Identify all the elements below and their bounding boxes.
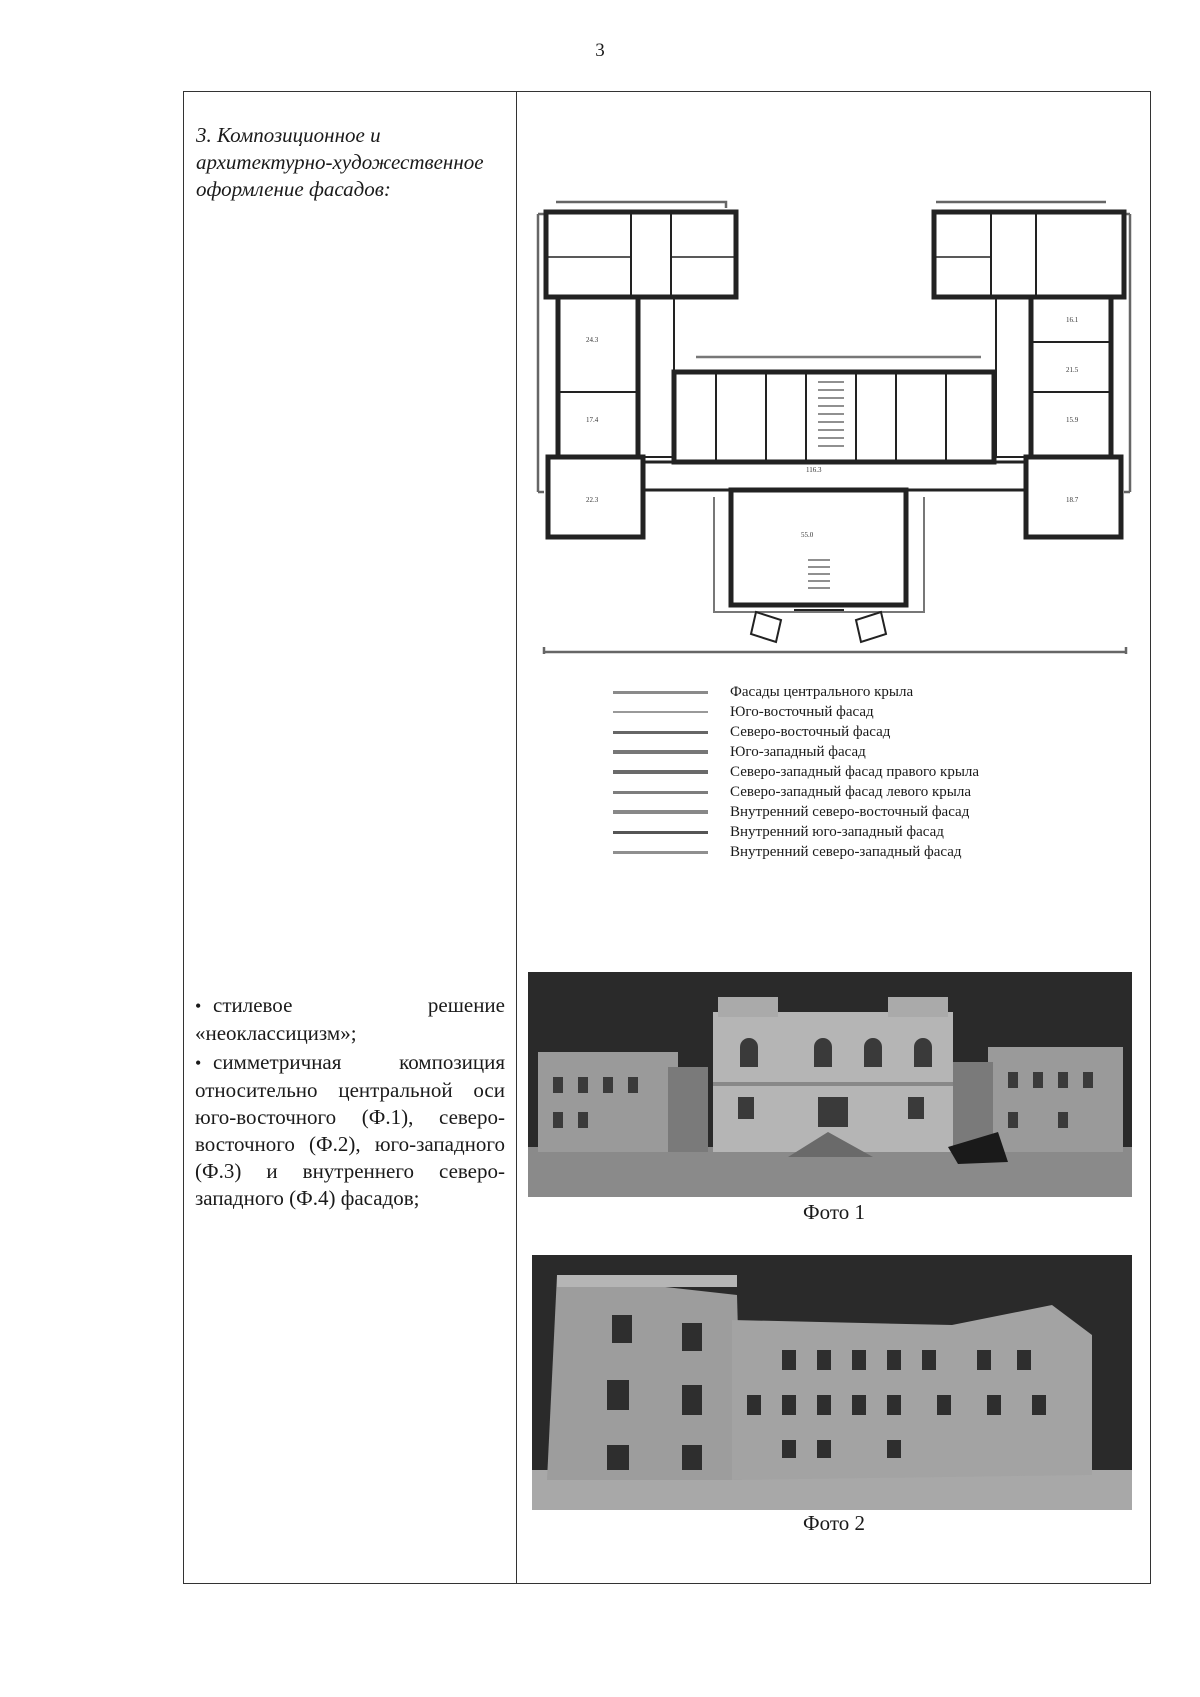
svg-text:15.9: 15.9	[1066, 416, 1079, 424]
legend-item	[613, 702, 979, 722]
bullet-item	[195, 992, 505, 1047]
legend-line-swatch	[613, 691, 708, 694]
svg-text:17.4: 17.4	[586, 416, 599, 424]
legend-line-swatch	[613, 831, 708, 834]
legend-item	[613, 762, 979, 782]
legend-line-swatch	[613, 810, 708, 814]
page-number: 3	[595, 40, 605, 61]
legend-line-swatch	[613, 711, 708, 713]
legend-item	[613, 682, 979, 702]
bullet-icon: •	[195, 1053, 202, 1073]
plan-legend	[613, 682, 979, 862]
legend-item	[613, 742, 979, 762]
bullet-item	[195, 1049, 505, 1212]
legend-label: Северо-западный фасад правого крыла	[730, 763, 980, 780]
legend-label: Северо-восточный фасад	[730, 723, 891, 740]
legend-label: Юго-восточный фасад	[730, 703, 874, 720]
legend-item	[613, 842, 979, 862]
legend-item	[613, 782, 979, 802]
legend-label: Юго-западный фасад	[730, 743, 866, 760]
legend-label: Северо-западный фасад левого крыла	[730, 783, 971, 800]
svg-text:16.1: 16.1	[1066, 316, 1079, 324]
right-column	[518, 92, 1150, 1583]
legend-label: Внутренний северо-западный фасад	[730, 843, 962, 860]
legend-line-swatch	[613, 750, 708, 754]
bullet-text: стилевое решение «неоклассицизм»;	[195, 993, 505, 1045]
legend-item	[613, 822, 979, 842]
photo-1	[528, 972, 1132, 1197]
legend-label: Внутренний юго-западный фасад	[730, 823, 944, 840]
legend-line-swatch	[613, 731, 708, 734]
svg-text:18.7: 18.7	[1066, 496, 1079, 504]
column-divider	[516, 92, 517, 1583]
legend-line-swatch	[613, 791, 708, 794]
bullet-icon: •	[195, 996, 202, 1016]
section-heading: 3. Композиционное и архитектурно-художественное оформление фасадов:	[196, 123, 484, 201]
photo-2-caption: Фото 2	[803, 1511, 865, 1535]
svg-text:116.3: 116.3	[806, 466, 822, 474]
bullet-text: симметричная композиция относительно центральной оси юго-восточного (Ф.1), северо-восточного (Ф.2), юго-западного (Ф.3) и внутреннего северо-западного (Ф.4) фасадов;	[195, 1050, 505, 1210]
photo-2	[532, 1255, 1132, 1510]
floor-plan	[526, 142, 1142, 662]
content-table	[183, 91, 1151, 1584]
svg-text:24.3: 24.3	[586, 336, 599, 344]
legend-label: Внутренний северо-восточный фасад	[730, 803, 970, 820]
legend-label: Фасады центрального крыла	[730, 683, 914, 700]
bullet-list	[195, 992, 505, 1214]
legend-item	[613, 722, 979, 742]
left-column	[184, 92, 516, 1583]
legend-item	[613, 802, 979, 822]
svg-text:55.0: 55.0	[801, 531, 814, 539]
svg-text:21.5: 21.5	[1066, 366, 1079, 374]
legend-line-swatch	[613, 851, 708, 854]
photo-1-caption: Фото 1	[803, 1200, 865, 1224]
legend-line-swatch	[613, 770, 708, 774]
svg-text:22.3: 22.3	[586, 496, 599, 504]
